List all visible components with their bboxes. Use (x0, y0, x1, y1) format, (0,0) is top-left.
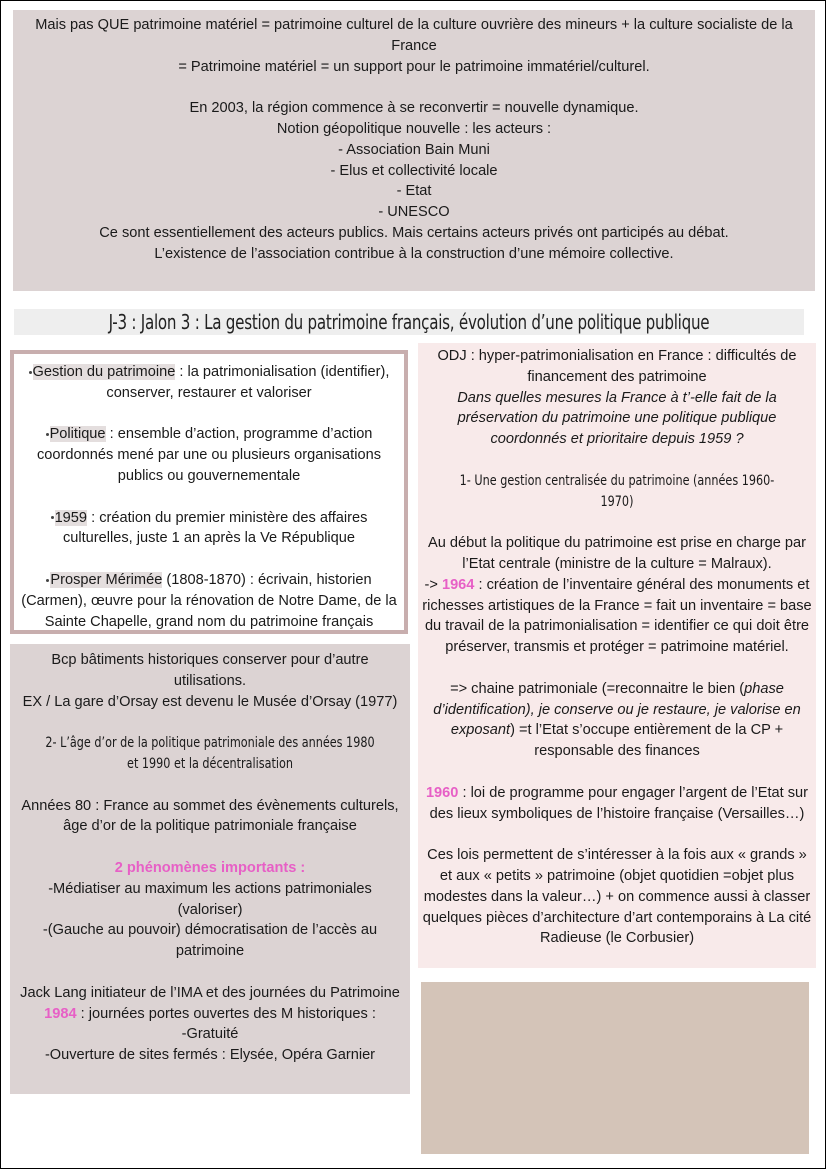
intro-line-5: Ce sont essentiellement des acteurs publics. Mais certains acteurs privés ont participés au débat. (99, 224, 729, 241)
phenomena-title: 2 phénomènes importants : (114, 859, 306, 876)
definition-term: Gestion du patrimoine (32, 364, 176, 380)
paragraph: Au début la politique du patrimoine est prise en charge par l’Etat centrale (ministre de la culture = Malraux). (427, 535, 807, 572)
page-title: J-3 : Jalon 3 : La gestion du patrimoine français, évolution d’une politique publique (108, 310, 710, 334)
intro-line-1: Mais pas QUE patrimoine matériel = patrimoine culturel de la culture ouvrière des mineurs + la culture socialiste de la France (35, 17, 793, 54)
paragraph-1964: -> 1964 : création de l’inventaire général des monuments et richesses artistiques de la France = fait un inventaire = base du travail de la patrimonialisation = identifier ce qui doit être préserver, transmis et protéger = patrimoine matériel. (422, 576, 812, 656)
problematic-question: Dans quelles mesures la France à t’-elle fait de la préservation du patrimoine une politique publique coordonnés et prioritaire depuis 1959 ? (457, 389, 777, 448)
list-item: -Ouverture de sites fermés : Elysée, Opéra Garnier (44, 1047, 376, 1064)
list-item: -Gratuité (181, 1026, 239, 1043)
odj-line: ODJ : hyper-patrimonialisation en France : difficultés de financement des patrimoine (437, 348, 797, 385)
actor-item: - Etat (396, 183, 432, 200)
paragraph: Jack Lang initiateur de l’IMA et des journées du Patrimoine (20, 984, 400, 1001)
definition-1959 (18, 508, 400, 550)
definition-gestion (18, 362, 400, 404)
intro-line-3: En 2003, la région commence à se reconvertir = nouvelle dynamique. (189, 100, 639, 117)
definition-term: 1959 (54, 509, 88, 526)
year-1964: 1964 (441, 576, 475, 593)
definition-merimee (18, 570, 400, 632)
definition-text: : création du premier ministère des affaires culturelles, juste 1 an après la Ve République (62, 509, 368, 547)
intro-line-2: = Patrimoine matériel = un support pour le patrimoine immatériel/culturel. (178, 58, 650, 75)
phenomenon-item: -(Gauche au pouvoir) démocratisation de l’accès au patrimoine (42, 922, 378, 960)
actor-item: - UNESCO (378, 204, 450, 221)
phenomenon-item: -Médiatiser au maximum les actions patrimoniales (valoriser) (48, 880, 372, 918)
intro-block (13, 10, 815, 291)
year-1960: 1960 (425, 784, 459, 801)
definition-text: : la patrimonialisation (identifier), conserver, restaurer et valoriser (106, 364, 390, 401)
definition-politique (18, 424, 400, 486)
actor-item: - Elus et collectivité locale (330, 162, 498, 179)
centralised-block (418, 343, 816, 968)
paragraph-1960: 1960 : loi de programme pour engager l’argent de l’Etat sur des lieux symboliques de l’histoire française (Versailles…) (425, 784, 809, 822)
paragraph: Bcp bâtiments historiques conserver pour d’autre utilisations. (51, 652, 369, 689)
section-1-title: 1- Une gestion centralisée du patrimoine (années 1960-1970) (459, 472, 775, 510)
definition-term: Prosper Mérimée (50, 571, 163, 588)
definition-text: (1808-1870) : écrivain, historien (Carmen), œuvre pour la rénovation de Notre Dame, de la Sainte Chapelle, grand nom du patrimoine français (21, 571, 397, 630)
intro-line-4: Notion géopolitique nouvelle : les acteurs : (276, 120, 552, 137)
definition-term: Politique (49, 426, 106, 443)
section-2-title: 2- L’âge d’or de la politique patrimoniale des années 1980 et 1990 et la décentralisation (45, 735, 375, 772)
year-1984: 1984 (44, 1005, 77, 1022)
definition-text: : ensemble d’action, programme d’action coordonnés mené par une ou plusieurs organisations publics ou gouvernementale (37, 426, 381, 484)
definitions-block (10, 350, 408, 634)
paragraph-1984: 1984 : journées portes ouvertes des M historiques : (44, 1005, 376, 1022)
paragraph: Ces lois permettent de s’intéresser à la fois aux « grands » et aux « petits » patrimoine (objet quotidien =objet plus modestes dans la valeur…) + on commence aussi à classer quelques pièces d’architecture d’art contemporains à La cité Radieuse (le Corbusier) (422, 847, 812, 947)
paragraph-chain: => chaine patrimoniale (=reconnaitre le bien (phase d’identification), je conserve ou je restaure, je valorise en exposant) =t l’Etat s’occupe entièrement de la CP + responsable des finances (433, 680, 801, 760)
paragraph: EX / La gare d’Orsay est devenu le Musée d’Orsay (1977) (22, 693, 398, 710)
empty-beige-block (421, 982, 809, 1154)
paragraph: Années 80 : France au sommet des évènements culturels, âge d’or de la politique patrimoniale française (21, 797, 399, 835)
actor-item: - Association Bain Muni (338, 141, 490, 158)
golden-age-block (10, 644, 410, 1094)
intro-line-6: L’existence de l’association contribue à la construction d’une mémoire collective. (154, 245, 674, 262)
